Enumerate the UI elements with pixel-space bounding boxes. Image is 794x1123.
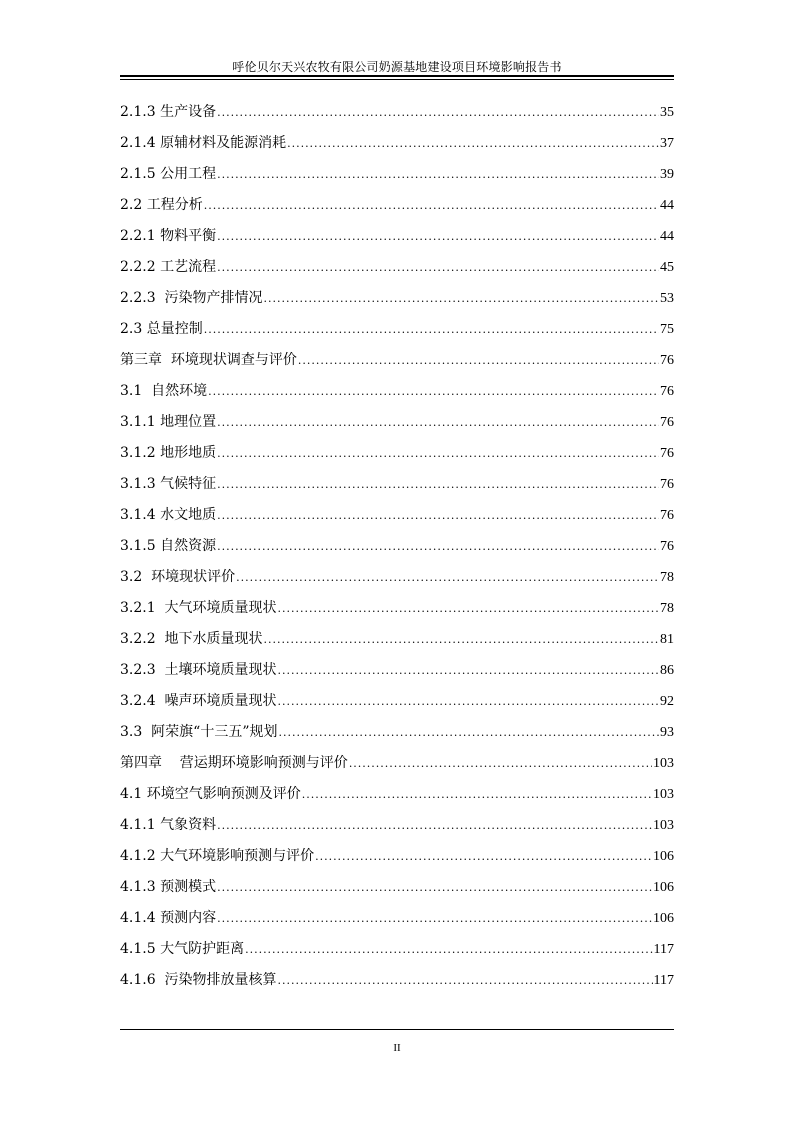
toc-dot-leader [217,257,659,279]
toc-entry-page-number: 76 [660,415,674,430]
toc-entry-page-number: 81 [660,632,674,647]
toc-entry-page-number: 76 [660,384,674,399]
toc-entry-page-number: 103 [653,787,674,802]
header-rule-thin [120,79,674,80]
toc-entry-page-number: 106 [653,880,674,895]
toc-dot-leader [217,536,659,558]
toc-entry[interactable] [120,132,674,163]
toc-entry[interactable] [120,814,674,845]
toc-entry-label: 2.2.1 物料平衡 [120,228,217,244]
toc-entry[interactable] [120,659,674,690]
toc-entry-page-number: 53 [660,291,674,306]
toc-dot-leader [217,474,659,496]
toc-dot-leader [349,753,652,775]
toc-entry[interactable] [120,101,674,132]
toc-entry[interactable] [120,566,674,597]
toc-entry-label: 3.1.1 地理位置 [120,414,217,430]
toc-dot-leader [245,939,652,961]
toc-entry-label: 2.2.2 工艺流程 [120,259,217,275]
toc-entry-label: 4.1.4 预测内容 [120,910,217,926]
toc-entry-label: 3.2.4 噪声环境质量现状 [120,693,277,709]
toc-entry-label: 3.2.2 地下水质量现状 [120,631,263,647]
toc-dot-leader [217,102,659,124]
toc-entry[interactable] [120,442,674,473]
toc-dot-leader [302,784,652,806]
toc-entry[interactable] [120,628,674,659]
toc-entry[interactable] [120,504,674,535]
toc-dot-leader [217,226,659,248]
toc-entry-page-number: 39 [660,167,674,182]
toc-dot-leader [217,443,659,465]
toc-dot-leader [236,567,659,589]
toc-entry-label: 4.1 环境空气影响预测及评价 [120,786,301,802]
toc-entry-label: 2.2 工程分析 [120,197,203,213]
toc-entry-page-number: 78 [660,601,674,616]
toc-entry[interactable] [120,380,674,411]
toc-entry-label: 2.1.4 原辅材料及能源消耗 [120,135,287,151]
toc-entry-label: 2.1.5 公用工程 [120,166,217,182]
toc-dot-leader [278,722,659,744]
toc-entry[interactable] [120,969,674,1000]
toc-entry[interactable] [120,287,674,318]
toc-entry-page-number: 44 [660,198,674,213]
toc-entry-page-number: 106 [653,849,674,864]
toc-entry-label: 3.1 自然环境 [120,383,208,399]
toc-entry[interactable] [120,752,674,783]
toc-entry-page-number: 117 [653,942,674,957]
toc-entry-label: 3.1.4 水文地质 [120,507,217,523]
toc-entry-label: 3.2 环境现状评价 [120,569,236,585]
toc-entry-label: 4.1.6 污染物排放量核算 [120,972,277,988]
toc-entry[interactable] [120,845,674,876]
toc-entry[interactable] [120,349,674,380]
toc-dot-leader [217,412,659,434]
toc-entry-label: 3.1.5 自然资源 [120,538,217,554]
toc-entry-page-number: 76 [660,446,674,461]
toc-entry-page-number: 78 [660,570,674,585]
toc-entry-page-number: 103 [653,756,674,771]
toc-entry-page-number: 45 [660,260,674,275]
toc-entry[interactable] [120,721,674,752]
toc-dot-leader [217,908,652,930]
toc-dot-leader [278,598,659,620]
toc-entry-page-number: 76 [660,508,674,523]
toc-dot-leader [298,350,659,372]
toc-entry-page-number: 106 [653,911,674,926]
toc-entry-page-number: 76 [660,477,674,492]
toc-dot-leader [204,195,659,217]
toc-entry-label: 第三章 环境现状调查与评价 [120,352,297,368]
toc-entry-page-number: 35 [660,105,674,120]
toc-dot-leader [278,691,659,713]
toc-entry[interactable] [120,411,674,442]
toc-entry-page-number: 117 [653,973,674,988]
toc-dot-leader [264,629,659,651]
toc-entry-page-number: 75 [660,322,674,337]
toc-entry-page-number: 76 [660,353,674,368]
table-of-contents [120,101,674,1000]
toc-dot-leader [264,288,659,310]
page-number: II [393,1042,401,1054]
toc-entry-label: 4.1.3 预测模式 [120,879,217,895]
toc-dot-leader [217,877,652,899]
toc-entry-page-number: 86 [660,663,674,678]
toc-entry-page-number: 93 [660,725,674,740]
toc-entry-label: 4.1.5 大气防护距离 [120,941,245,957]
toc-entry-page-number: 37 [660,136,674,151]
toc-entry[interactable] [120,535,674,566]
toc-entry-label: 4.1.1 气象资料 [120,817,217,833]
toc-entry-label: 2.3 总量控制 [120,321,203,337]
toc-entry-label: 3.2.1 大气环境质量现状 [120,600,277,616]
toc-entry[interactable] [120,876,674,907]
toc-entry[interactable] [120,938,674,969]
toc-entry-label: 3.2.3 土壤环境质量现状 [120,662,277,678]
toc-dot-leader [287,133,659,155]
toc-entry-label: 3.3 阿荣旗“十三五”规划 [120,724,278,740]
toc-entry[interactable] [120,163,674,194]
footer-rule [120,1029,674,1030]
toc-dot-leader [315,846,652,868]
toc-dot-leader [204,319,659,341]
toc-entry[interactable] [120,783,674,814]
toc-entry-page-number: 76 [660,539,674,554]
toc-entry-page-number: 103 [653,818,674,833]
toc-entry[interactable] [120,318,674,349]
toc-entry-label: 第四章 营运期环境影响预测与评价 [120,755,348,771]
toc-dot-leader [217,164,659,186]
toc-entry[interactable] [120,907,674,938]
toc-entry-page-number: 92 [660,694,674,709]
document-header-title: 呼伦贝尔天兴农牧有限公司奶源基地建设项目环境影响报告书 [232,60,562,74]
header-rule-thick [120,75,674,77]
toc-entry-label: 2.1.3 生产设备 [120,104,217,120]
toc-dot-leader [208,381,659,403]
toc-dot-leader [278,660,659,682]
toc-entry-label: 3.1.3 气候特征 [120,476,217,492]
toc-dot-leader [217,815,652,837]
toc-entry-label: 3.1.2 地形地质 [120,445,217,461]
toc-dot-leader [217,505,659,527]
toc-entry-page-number: 44 [660,229,674,244]
toc-entry[interactable] [120,597,674,628]
toc-entry[interactable] [120,690,674,721]
toc-entry[interactable] [120,256,674,287]
toc-entry[interactable] [120,194,674,225]
toc-dot-leader [278,970,653,992]
toc-entry[interactable] [120,473,674,504]
toc-entry-label: 2.2.3 污染物产排情况 [120,290,263,306]
toc-entry-label: 4.1.2 大气环境影响预测与评价 [120,848,315,864]
toc-entry[interactable] [120,225,674,256]
